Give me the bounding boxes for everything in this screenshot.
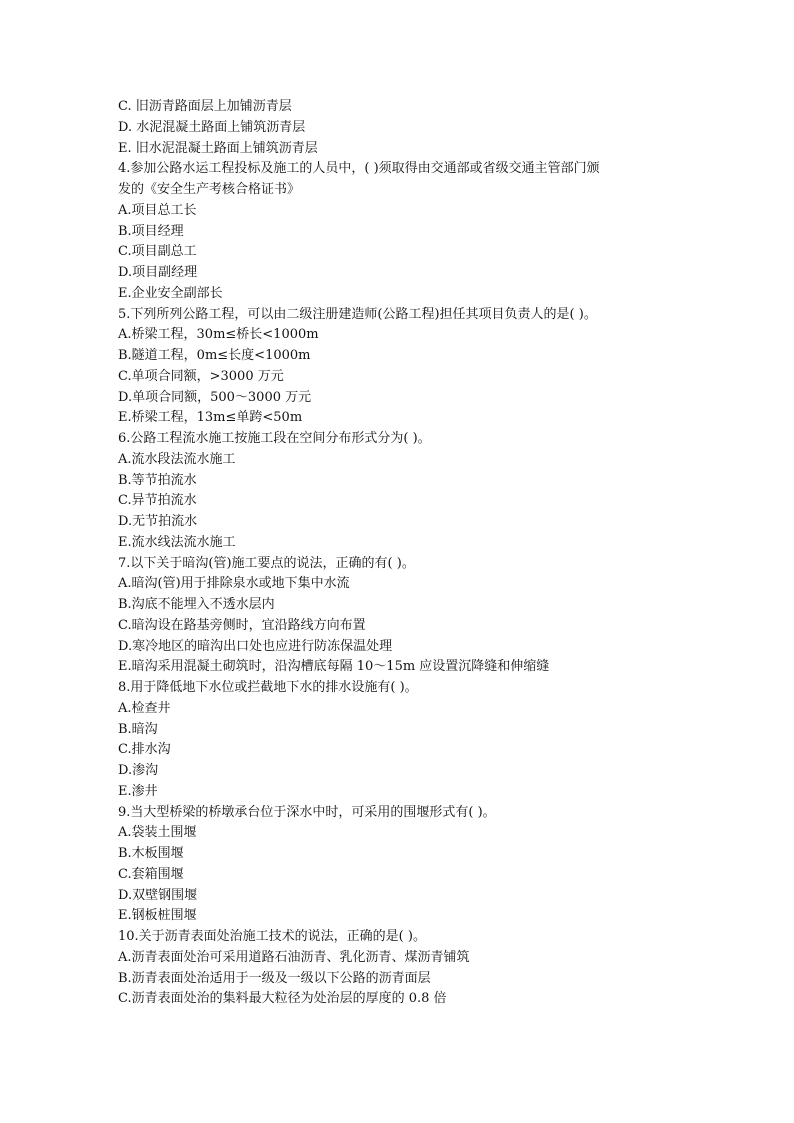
option-line: E.暗沟采用混凝土砌筑时，沿沟槽底每隔 10～15m 应设置沉降缝和伸缩缝 <box>118 659 550 675</box>
option-line: C. 旧沥青路面层上加铺沥青层 <box>118 99 292 114</box>
option-line: A.暗沟(管)用于排除泉水或地下集中水流 <box>118 576 350 592</box>
option-line: E.企业安全副部长 <box>118 285 223 301</box>
option-line: B.沥青表面处治适用于一级及一级以下公路的沥青面层 <box>118 970 431 986</box>
option-line: B.木板围堰 <box>118 846 184 861</box>
option-line: A.检查井 <box>118 700 171 716</box>
option-line: E.渗井 <box>118 783 158 799</box>
option-line: B.暗沟 <box>118 721 158 737</box>
question-8-text: 8.用于降低地下水位或拦截地下水的排水设施有( )。 <box>118 680 418 695</box>
question-10-text: 10.关于沥青表面处治施工技术的说法，正确的是( )。 <box>118 929 426 944</box>
option-line: C.沥青表面处治的集料最大粒径为处治层的厚度的 0.8 倍 <box>118 991 447 1007</box>
option-line: A.袋装土围堰 <box>118 825 197 841</box>
option-line: E.流水线法流水施工 <box>118 534 236 550</box>
question-4-text-cont: 发的《安全生产考核合格证书》 <box>118 182 301 197</box>
option-line: D.双壁钢围堰 <box>118 887 198 903</box>
option-line: C.项目副总工 <box>118 244 197 260</box>
option-line: A.流水段法流水施工 <box>118 451 236 467</box>
option-line: C.排水沟 <box>118 742 171 758</box>
option-line: A.项目总工长 <box>118 202 197 218</box>
option-line: D. 水泥混凝土路面上铺筑沥青层 <box>118 119 306 135</box>
question-7-text: 7.以下关于暗沟(管)施工要点的说法，正确的有( )。 <box>118 555 415 571</box>
option-line: D.单项合同额，500～3000 万元 <box>118 389 312 405</box>
option-line: C.暗沟设在路基旁侧时，宜沿路线方向布置 <box>118 617 366 633</box>
option-line: B.隧道工程，0m≤长度<1000m <box>118 348 311 363</box>
question-6-text: 6.公路工程流水施工按施工段在空间分布形式分为( )。 <box>118 431 431 446</box>
option-line: A.沥青表面处治可采用道路石油沥青、乳化沥青、煤沥青铺筑 <box>118 949 470 965</box>
option-line: E.钢板桩围堰 <box>118 908 197 924</box>
option-line: C.套箱围堰 <box>118 866 184 882</box>
option-line: B.等节拍流水 <box>118 472 197 488</box>
option-line: B.沟底不能埋入不透水层内 <box>118 597 275 612</box>
option-line: D.寒冷地区的暗沟出口处也应进行防冻保温处理 <box>118 638 393 654</box>
option-line: E.桥梁工程，13m≤单跨<50m <box>118 410 303 426</box>
option-line: B.项目经理 <box>118 223 184 239</box>
option-line: D.无节拍流水 <box>118 514 198 529</box>
document-content <box>118 97 678 1010</box>
option-line: A.桥梁工程，30m≤桥长<1000m <box>118 327 319 343</box>
question-9-text: 9.当大型桥梁的桥墩承台位于深水中时，可采用的围堰形式有( )。 <box>118 804 496 820</box>
option-line: C.异节拍流水 <box>118 493 197 509</box>
option-line: E. 旧水泥混凝土路面上铺筑沥青层 <box>118 140 318 156</box>
option-line: C.单项合同额，>3000 万元 <box>118 368 284 384</box>
question-4-text: 4.参加公路水运工程投标及施工的人员中，( )须取得由交通部或省级交通主管部门颁 <box>118 161 600 177</box>
option-line: D.项目副经理 <box>118 265 198 280</box>
option-line: D.渗沟 <box>118 763 159 778</box>
question-5-text: 5.下列所列公路工程，可以由二级注册建造师(公路工程)担任其项目负责人的是( )。 <box>118 306 597 322</box>
